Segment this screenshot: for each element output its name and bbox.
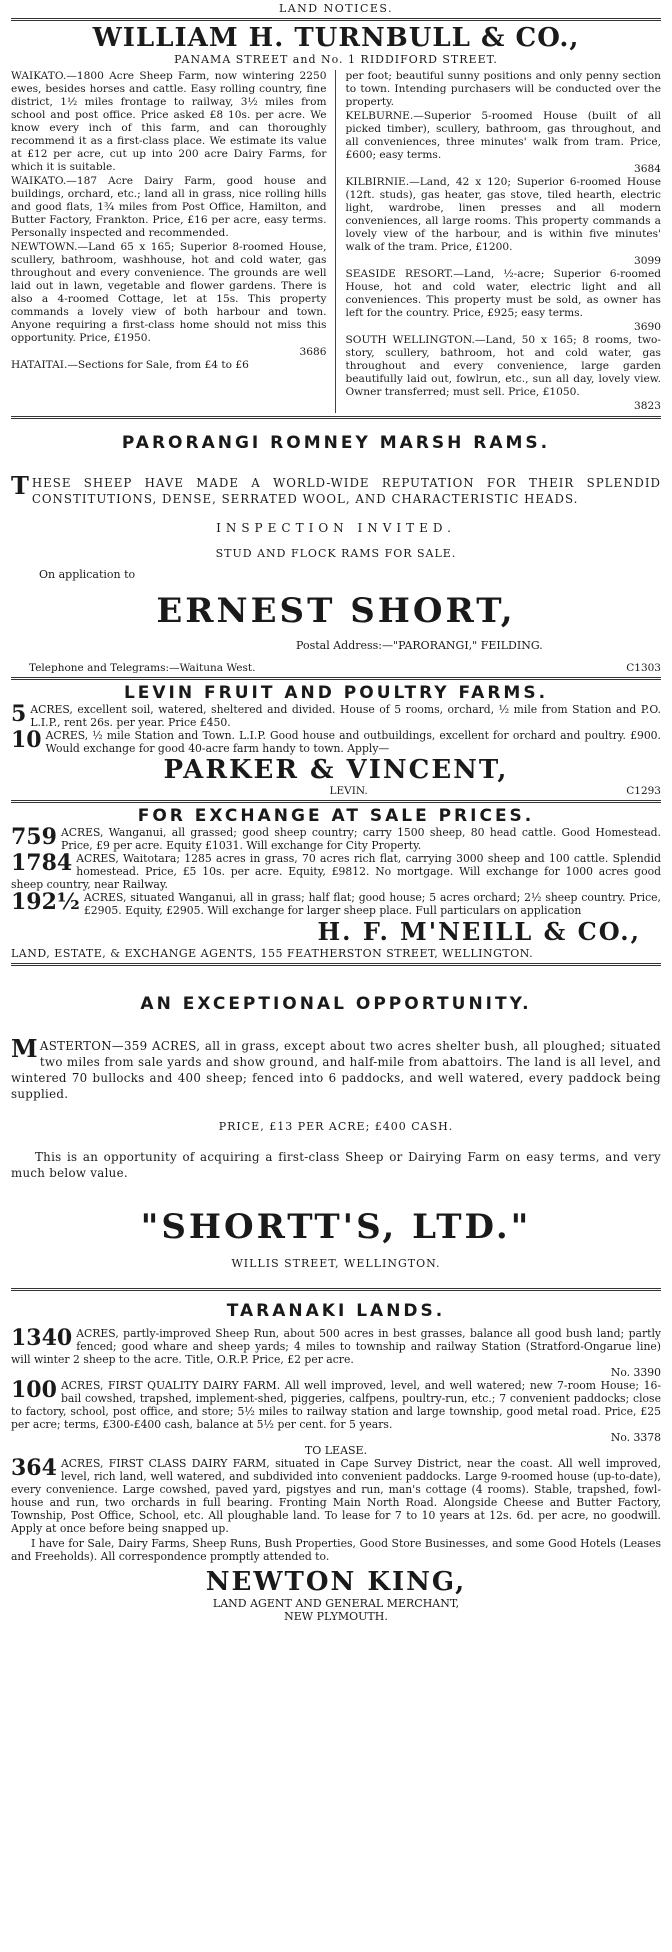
- parorangi-body: [11, 471, 661, 507]
- listing: [11, 826, 661, 852]
- divider: [11, 677, 661, 680]
- listing: [11, 1327, 661, 1379]
- turnbull-right-column: [346, 70, 662, 413]
- shortts-name: "SHORTT'S, LTD.": [140, 1207, 532, 1247]
- ref-number: No. 3378: [610, 1431, 661, 1444]
- divider: [11, 1288, 661, 1291]
- ref-number: 3684: [634, 163, 661, 175]
- inspection-line: INSPECTION INVITED.: [216, 521, 456, 535]
- telephone-row: [11, 662, 661, 674]
- agents-line: LAND, ESTATE, & EXCHANGE AGENTS, 155 FEATHERSTON STREET, WELLINGTON.: [11, 947, 534, 960]
- postal-address: Postal Address:—"PARORANGI," FEILDING.: [296, 639, 543, 652]
- listing: HATAITAI.—Sections for Sale, from £4 to £6: [11, 359, 249, 371]
- taranaki-heading: TARANAKI LANDS.: [226, 1301, 446, 1321]
- listing-text: ACRES, FIRST CLASS DAIRY FARM, situated in Cape Survey District, near the coast. All well improved, level, rich land, well watered, and subdivided into convenient paddocks. Large 9-roomed house (up-to-date), every convenience. Large cowshed, paved yard, pigstyes and run, man's cottage (4 rooms). Stable, trapshed, fowl-house and run, two orchards in full bearing. Fronting Main North Road. Alongside Cheese and Butter Factory, Township, Post Office, School, etc. All ploughable land. To lease for 7 to 10 years at 12s. 6d. per acre, no goodwill. Apply at once before being snapped up.: [11, 1457, 661, 1535]
- listing-acres: 759: [11, 826, 57, 850]
- turnbull-address: PANAMA STREET and No. 1 RIDDIFORD STREET.: [174, 53, 498, 66]
- listing-text: ACRES, situated Wanganui, all in grass; half flat; good house; 5 acres orchard; 2½ sheep country. Price, £2905. Equity, £2905. Will exchange for larger sheep place. Full particulars on application: [83, 891, 661, 917]
- drop-cap: M: [11, 1034, 38, 1063]
- parker-vincent-name: PARKER & VINCENT,: [163, 755, 509, 785]
- listing: per foot; beautiful sunny positions and only penny section to town. Intending purchasers will be conducted over the property.: [345, 70, 661, 108]
- ref-number: C1303: [626, 662, 661, 674]
- listing: KELBURNE.—Superior 5-roomed House (built of all picked timber), scullery, bathroom, gas throughout, and all conveniences, three minutes' walk from tram. Price, £600; easy terms.: [345, 110, 661, 161]
- newton-king-place: NEW PLYMOUTH.: [284, 1610, 388, 1623]
- exceptional-text: ASTERTON—359 ACRES, all in grass, except about two acres shelter bush, all ploughed; situated two miles from sale yards and show ground, and half-mile from abattoirs. The land is all level, and wintered 70 bullocks and 400 sheep; fenced into 6 paddocks, and well watered, every paddock being supplied.: [11, 1039, 661, 1101]
- parorangi-ad: [11, 433, 661, 674]
- exchange-ad: [11, 806, 661, 960]
- section-label: LAND NOTICES.: [278, 2, 394, 15]
- listing: [11, 891, 661, 917]
- listing-acres: 5: [11, 703, 27, 727]
- levin-ad: [11, 683, 661, 797]
- turnbull-title: WILLIAM H. TURNBULL & CO.,: [92, 23, 580, 53]
- listing: SEASIDE RESORT.—Land, ½-acre; Superior 6-roomed House, hot and cold water, electric light and all conveniences. This property must be sold, as owner has left for the country. Price, £925; easy terms.: [345, 268, 661, 319]
- divider: [11, 18, 661, 21]
- exchange-heading: FOR EXCHANGE AT SALE PRICES.: [137, 806, 535, 826]
- divider: [11, 963, 661, 966]
- turnbull-columns: [11, 70, 661, 413]
- levin-place: LEVIN.: [329, 785, 368, 797]
- parorangi-heading: PARORANGI ROMNEY MARSH RAMS.: [121, 433, 551, 453]
- closing-note: I have for Sale, Dairy Farms, Sheep Runs, Bush Properties, Good Store Businesses, and some Good Hotels (Leases and Freeholds). All correspondence promptly attended to.: [11, 1537, 661, 1563]
- listing: [11, 1457, 661, 1535]
- ref-number: 3099: [634, 255, 661, 267]
- listing-text: ACRES, FIRST QUALITY DAIRY FARM. All well improved, level, and well watered; new 7-room House; 16-bail cowshed, trapshed, implement-shed, piggeries, calfpens, poultry-run, etc.; 7 convenient paddocks; close to factory, school, post office, and store; 5½ miles to railway station and large township, good metal road. Price, £25 per acre; terms, £300-£400 cash, balance at 5½ per cent. for 5 years.: [11, 1379, 661, 1431]
- listing: [11, 852, 661, 891]
- listing-acres: 1784: [11, 852, 73, 876]
- price-line: PRICE, £13 PER ACRE; £400 CASH.: [218, 1120, 454, 1133]
- parorangi-text: HESE SHEEP HAVE MADE A WORLD-WIDE REPUTATION FOR THEIR SPLENDID CONSTITUTIONS, DENSE, SERRATED WOOL, AND CHARACTERISTIC HEADS.: [31, 476, 661, 506]
- listing-acres: 364: [11, 1457, 57, 1481]
- divider: [11, 800, 661, 803]
- stud-line: STUD AND FLOCK RAMS FOR SALE.: [215, 547, 457, 560]
- taranaki-ad: [11, 1301, 661, 1623]
- listing-text: ACRES, excellent soil, watered, sheltered and divided. House of 5 rooms, orchard, ½ mile from Station and P.O. L.I.P., rent 26s. per year. Price £450.: [30, 703, 661, 729]
- levin-footer: [11, 785, 661, 797]
- newton-king-name: NEWTON KING,: [205, 1567, 467, 1597]
- ref-number: No. 3390: [610, 1366, 661, 1379]
- newton-king-title: LAND AGENT AND GENERAL MERCHANT,: [212, 1597, 460, 1610]
- ref-number: 3690: [634, 321, 661, 333]
- listing-acres: 10: [11, 729, 42, 753]
- turnbull-left-column: [11, 70, 336, 413]
- listing: [11, 703, 661, 729]
- ref-number: 3823: [634, 400, 661, 412]
- listing-text: ACRES, Wanganui, all grassed; good sheep country; carry 1500 sheep, 80 head cattle. Good Homestead. Price, £9 per acre. Equity £1031. Will exchange for City Property.: [60, 826, 661, 852]
- listing: WAIKATO.—1800 Acre Sheep Farm, now wintering 2250 ewes, besides horses and cattle. Easy rolling country, fine district, 1½ miles frontage to railway, 3½ miles from school and post office. Price asked £8 10s. per acre. We know every inch of this farm, and can thoroughly recommend it as a first-class place. We estimate its value at £12 per acre, cut up into 200 acre Dairy Farms, for which it is suitable.: [11, 70, 327, 173]
- listing: NEWTOWN.—Land 65 x 165; Superior 8-roomed House, scullery, bathroom, washhouse, hot and cold water, gas throughout and every convenience. The grounds are well laid out in lawn, vegetable and flower gardens. There is also a 4-roomed Cottage, let at 15s. This property commands a lovely view of both harbour and town. Anyone requiring a first-class home should not miss this opportunity. Price, £1950.: [11, 241, 327, 344]
- listing: WAIKATO.—187 Acre Dairy Farm, good house and buildings, orchard, etc.; land all in grass, nice rolling hills and good flats, 1¾ miles from Post Office, Hamilton, and Butter Factory, Frankton. Price, £16 per acre, easy terms. Personally inspected and recommended.: [11, 175, 327, 239]
- listing-text: ACRES, partly-improved Sheep Run, about 500 acres in best grasses, balance all good bush land; partly fenced; good whare and sheep yards; 4 miles to township and railway Station (Stratford-Ongarue line) will winter 2 sheep to the acre. Title, O.R.P. Price, £2 per acre.: [11, 1327, 661, 1366]
- exceptional-heading: AN EXCEPTIONAL OPPORTUNITY.: [140, 994, 532, 1014]
- exceptional-note: This is an opportunity of acquiring a first-class Sheep or Dairying Farm on easy terms, and very much below value.: [11, 1150, 661, 1180]
- divider: [11, 416, 661, 419]
- listing: [11, 729, 661, 755]
- ref-number: C1293: [626, 785, 661, 797]
- ref-number: 3686: [299, 346, 327, 358]
- listing-acres: 192½: [11, 891, 80, 915]
- listing-acres: 100: [11, 1379, 57, 1403]
- lease-label: TO LEASE.: [304, 1444, 368, 1457]
- newspaper-page: [11, 0, 661, 1940]
- listing-text: ACRES, ½ mile Station and Town. L.I.P. Good house and outbuildings, excellent for orchard and poultry. £900. Would exchange for good 40-acre farm handy to town. Apply—: [45, 729, 661, 755]
- listing: KILBIRNIE.—Land, 42 x 120; Superior 6-roomed House (12ft. studs), gas heater, gas stove, tiled hearth, electric light, wardrobe, linen presses and all modern conveniences, all large rooms. This property commands a lovely view of the harbour, and is within five minutes' walk of the tram. Price, £1200.: [345, 176, 661, 253]
- turnbull-ad: [11, 24, 661, 413]
- application-line: On application to: [39, 568, 136, 581]
- drop-cap: T: [11, 471, 30, 500]
- levin-heading: LEVIN FRUIT AND POULTRY FARMS.: [123, 683, 549, 703]
- telephone-line: Telephone and Telegrams:—Waituna West.: [29, 662, 256, 674]
- listing: SOUTH WELLINGTON.—Land, 50 x 165; 8 rooms, two-story, scullery, bathroom, hot and cold water, gas throughout and every convenience, large garden beautifully laid out, fowlrun, etc., sun all day, lovely view. Owner transferred; must sell. Price, £1050.: [345, 334, 661, 398]
- listing-acres: 1340: [11, 1327, 73, 1351]
- mcneill-name: H. F. M'NEILL & CO.,: [317, 917, 641, 946]
- exceptional-ad: [11, 994, 661, 1270]
- exceptional-body: [11, 1034, 661, 1102]
- shortts-address: WILLIS STREET, WELLINGTON.: [231, 1257, 441, 1270]
- listing: [11, 1379, 661, 1444]
- ernest-short-name: ERNEST SHORT,: [156, 591, 516, 631]
- listing-text: ACRES, Waitotara; 1285 acres in grass, 70 acres rich flat, carrying 3000 sheep and 100 cattle. Splendid homestead. Price, £5 10s. per acre. Equity, £9812. No mortgage. Will exchange for 1000 acres good sheep country, near Railway.: [11, 852, 661, 891]
